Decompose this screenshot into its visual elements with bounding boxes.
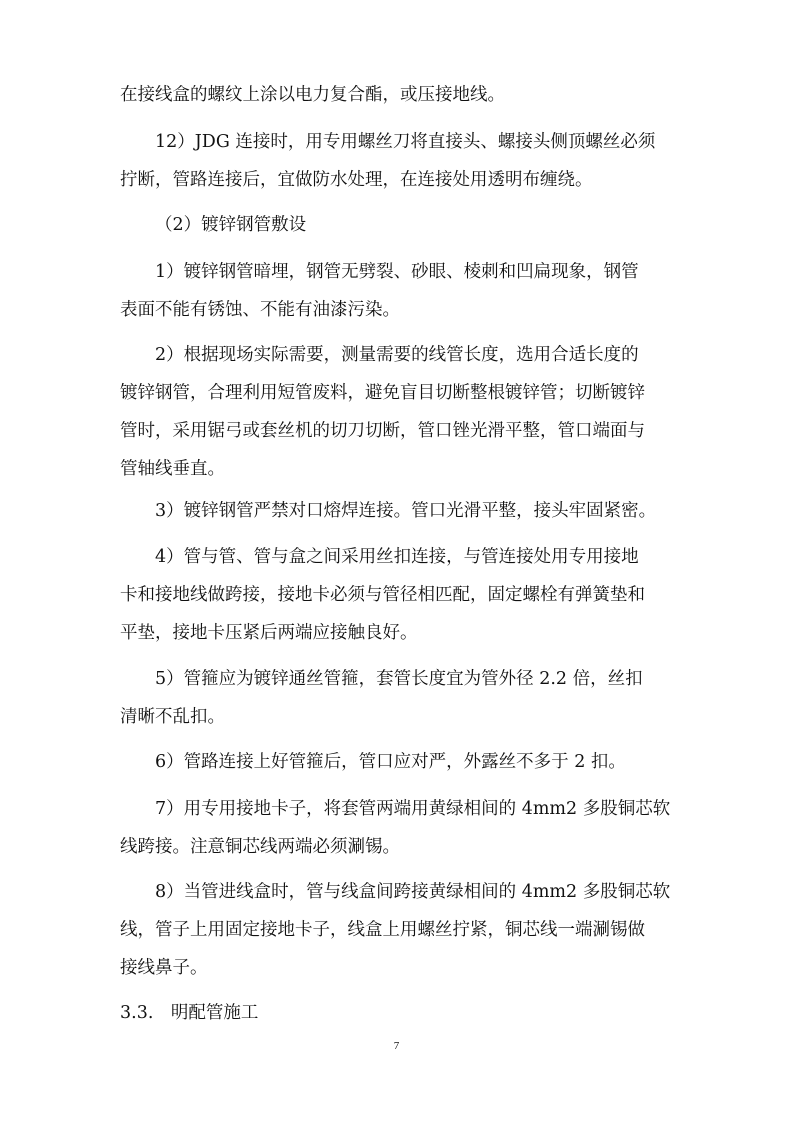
paragraph-line: 清晰不乱扣。	[120, 707, 225, 727]
paragraph-3	[120, 253, 680, 329]
paragraph-line: 3）镀锌钢管严禁对口熔焊连接。管口光滑平整，接头牢固紧密。	[155, 501, 657, 521]
paragraph-line: 12）JDG 连接时，用专用螺丝刀将直接头、螺接头侧顶螺丝必须	[155, 132, 656, 152]
paragraph-line: 卡和接地线做跨接，接地卡必须与管径相匹配，固定螺栓有弹簧垫和	[120, 585, 645, 605]
paragraph-4	[120, 336, 680, 488]
paragraph-line: 线跨接。注意铜芯线两端必须涮锡。	[120, 837, 400, 857]
paragraph-line: 拧断，管路连接后，宜做防水处理，在连接处用透明布缠绕。	[120, 170, 593, 190]
paragraph-10	[120, 873, 680, 987]
paragraph-6	[120, 538, 680, 652]
paragraph-line: 平垫，接地卡压紧后两端应接触良好。	[120, 623, 418, 643]
paragraph-line: 管轴线垂直。	[120, 459, 225, 479]
paragraph-line: 1）镀锌钢管暗埋，钢管无劈裂、砂眼、棱刺和凹扁现象，钢管	[155, 262, 639, 282]
paragraph-line: 4）管与管、管与盒之间采用丝扣连接，与管连接处用专用接地	[155, 547, 639, 567]
paragraph-1	[120, 123, 680, 199]
paragraph-line: 接线鼻子。	[120, 958, 208, 978]
paragraph-5	[120, 492, 680, 530]
paragraph-7	[120, 660, 680, 736]
paragraph-0	[120, 76, 680, 114]
paragraph-line: 管时，采用锯弓或套丝机的切刀切断，管口锉光滑平整，管口端面与	[120, 421, 645, 441]
paragraph-line: 6）管路连接上好管箍后，管口应对严，外露丝不多于 2 扣。	[155, 752, 626, 772]
section-heading: 3.3. 明配管施工	[120, 1003, 259, 1023]
paragraph-line: 表面不能有锈蚀、不能有油漆污染。	[120, 300, 400, 320]
paragraph-line: （2）镀锌钢管敷设	[155, 215, 307, 235]
paragraph-8	[120, 743, 680, 781]
paragraph-9	[120, 790, 680, 866]
paragraph-line: 5）管箍应为镀锌通丝管箍，套管长度宜为管外径 2.2 倍，丝扣	[155, 669, 643, 689]
paragraph-line: 镀锌钢管，合理利用短管废料，避免盲目切断整根镀锌管；切断镀锌	[120, 383, 645, 403]
page-number: 7	[393, 1040, 400, 1052]
paragraph-line: 2）根据现场实际需要，测量需要的线管长度，选用合适长度的	[155, 345, 639, 365]
paragraph-line: 在接线盒的螺纹上涂以电力复合酯，或压接地线。	[120, 85, 505, 105]
subsection-heading	[120, 206, 680, 244]
paragraph-line: 线，管子上用固定接地卡子，线盒上用螺丝拧紧，铜芯线一端涮锡做	[120, 920, 645, 940]
paragraph-line: 7）用专用接地卡子，将套管两端用黄绿相间的 4mm2 多股铜芯软	[155, 799, 671, 819]
paragraph-line: 8）当管进线盒时，管与线盒间跨接黄绿相间的 4mm2 多股铜芯软	[155, 882, 671, 902]
